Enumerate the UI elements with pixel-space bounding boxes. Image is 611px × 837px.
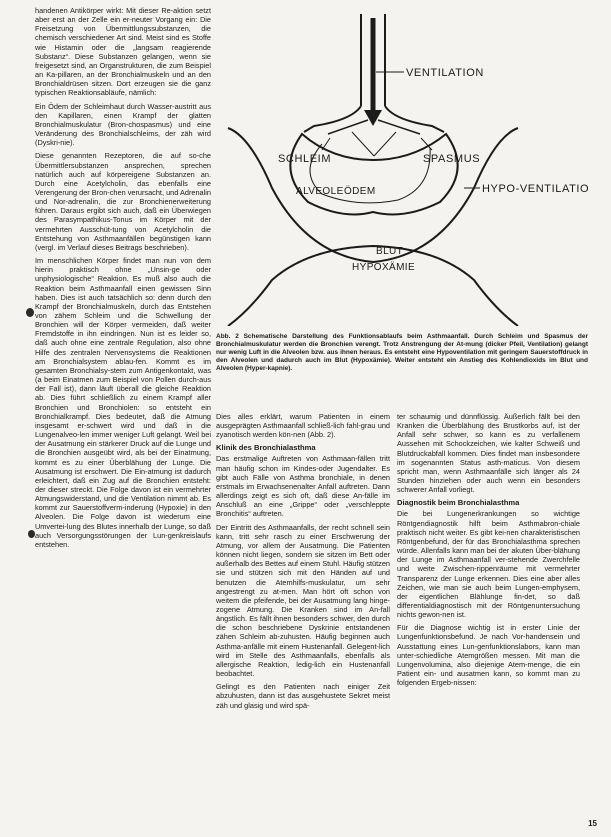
label-oedem: ÖDEM [344, 186, 376, 197]
text-column-left [35, 6, 211, 553]
paragraph: Der Eintritt des Asthmaanfalls, der recht schnell sein kann, tritt sehr rasch zu einer Erschwerung der Atmung, vor allem der Ausatmung. Die Patienten können nicht liegen, sondern sie sitzen im Bett oder außerhalb des Bettes auf einem Stuhl. Häufig stützen sie und stützen sich mit den Händen auf und benutzen die Atemhilfs-muskulatur, um sehr angestrengt zu at-men. Man hört oft schon von weitem die pfeifende, bei der Ausatmung lang hinge-zogene Atmung. Die Kranken sind im An-fall ängstlich. Es fällt ihnen besonders schwer, den durch die schon beschriebene Dyskrinie entstandenen zähen Schleim ab-zuhusten. Häufig beginnen auch Asthma-anfälle mit einem Hustenanfall. Gelegent-lich wird im Stelle des Asthmaanfalls, ebenfalls als allergische Reaktion, ledig-lich ein Hustenanfall beobachtet. [216, 522, 390, 679]
label-hypo-ventilation: HYPO-VENTILATION [482, 183, 590, 195]
paragraph: Dies alles erklärt, warum Patienten in einem ausgeprägten Asthmaanfall schließ-lich fahl-grau und zyanotisch werden kön-nen (Abb. 2). [216, 412, 390, 440]
section-heading: Diagnostik beim Bronchialasthma [397, 498, 520, 508]
label-ventilation: VENTILATION [406, 67, 484, 79]
paragraph: Die bei Lungenerkrankungen so wichtige Röntgendiagnostik hilft beim Asthmabron-chiale praktisch nicht weiter. Es gibt kei-nen charakteristischen Röntgenbefund, der für das Bronchialasthma sprechen würde. Allenfalls kann man bei der akuten Über-blähung der Lunge im Asthmaanfall ver-stehende Zwerchfelle und weite Zwischen-rippenräume mit vermehrter Transparenz der Lunge erkennen. Dies eine aber alles Zeichen, wie man sie auch beim Lungen-emphysem, der eigentlichen Blählunge fin-det, so daß differentialdiagnostisch mit der Röntgenuntersuchung nichts gewon-nen ist. [397, 509, 580, 620]
section-heading: Klinik des Bronchialasthma [216, 443, 316, 453]
punch-hole-middle [28, 530, 35, 538]
paragraph: Diese genannten Rezeptoren, die auf so-che Übermittlersubstanzen ansprechen, sprechen natürlich auch auf körpereigene Substanzen an. Durch eine Acetylcholin, das ebenfalls eine Verengerung der Bron-chen verursacht, und Adrenalin und Nor-adrenalin, die zur Bronchienerweiterung führen. Daraus ergibt sich auch, daß ein Überwiegen des Parasympathikus-Tonus im Körper mit der vermehrten Ausschüt-tung von Acetylcholin die Entstehung von Asthmaanfällen begünstigen kann (vergl. im Verlauf dieses Beitrags beschrieben). [35, 151, 211, 252]
label-schleim: SCHLEIM [278, 153, 332, 165]
page-number: 15 [588, 819, 597, 828]
asthma-diagram [218, 10, 590, 326]
label-alveole: ALVEOLE [296, 186, 344, 197]
paragraph: handenen Antikörper wirkt: Mit dieser Re-aktion setzt aber erst an der Zelle ein er-neuter Vorgang ein: Die Freisetzung von Übermittlungssubstanzen, die chemisch verschiedener Art sind. Meist sind es Stoffe wie Histamin oder die „langsam reagierende Substanz“. Diese Substanzen gelangen, wenn sie freigesetzt sind, an Organstrukturen, die zum Beispiel an Ka-pillaren, an der Bronchialmuskeln und an den Bronchialdrüsen sitzen. Dort erzeugen sie die ganz typischen Reaktionsabläufe, nämlich: [35, 6, 211, 98]
label-spasmus: SPASMUS [423, 153, 481, 165]
paragraph: Gelingt es den Patienten nach einiger Zeit abzuhusten, dann ist das ausgehustete Sekret meist zäh und glasig und wird spä- [216, 682, 390, 710]
paragraph: Für die Diagnose wichtig ist in erster Linie der Lungenfunktionsbefund. Je nach Vor-handensein und Ausstattung eines Lun-genfunktionslabors, kann man unter-schiedliche Atemgrößen messen. Mit man die Lungenvolumina, also diejenige Atem-menge, die ein Patient ein- und ausatmen kann, so kommt man zu folgenden Ergeb-nissen: [397, 623, 580, 688]
label-blut: BLUT [376, 246, 404, 257]
paragraph: Das erstmalige Auftreten von Asthmaan-fällen tritt man häufig schon im Kindes-oder Jugendalter. Es gibt auch Fälle von Asthma bronchiale, in denen erstmals im Erwachsenenalter Anfall auftreten. Dann allerdings zeigt es sich oft, daß diese An-fälle im Anschluß an eine „Grippe“ oder „verschleppte Bronchitis“ auftreten. [216, 454, 390, 519]
punch-hole-top [26, 308, 34, 317]
paragraph: Ein Ödem der Schleimhaut durch Wasser-austritt aus den Kapillaren, einen Krampf der glatten Bronchialmuskulatur (Bron-chospasmus) und eine Veränderung des Bronchialschleims, der zäh wird (Dyskri-nie). [35, 101, 211, 148]
figure-caption: Abb. 2 Schematische Darstellung des Funktionsablaufs beim Asthmaanfall. Durch Schleim und Spasmus der Bronchialmuskulatur werden die Bronchien verengt. Trotz Anstrengung der At-mung (dicker Pfeil, Ventilation) gelangt nur wenig Luft in die Alveolen bzw. aus ihnen heraus. Es entsteht eine Hypoventilation mit geringem Sauerstoffdruck in den Alveolen und dadurch auch im Blut (Hypoxämie). Weiter entsteht ein Anstieg des Kohlendioxids im Blut und Alveolen (Hyper-kapnie). [216, 333, 588, 373]
label-hypoxaemie: HYPOXÄMIE [352, 262, 416, 273]
diagram-svg [218, 10, 590, 326]
text-column-right [397, 412, 580, 691]
text-column-middle [216, 412, 390, 714]
paragraph: ter schaumig und dünnflüssig. Äußerlich fällt bei den Kranken die Überblähung des Brustkorbs auf, ist der Anfall sehr schwer, so kann es zu verfallenem Aussehen mit Schockzeichen, wie kalter Schweiß und Blutdruckabfall kommen. Dies findet man insbesondere im sogenannten Status asth-maticus. Von diesem spricht man, wenn Asthmaanfälle sich länger als 24 Stunden hinziehen oder auch wenn ein besonders schwerer Anfall vorliegt. [397, 412, 580, 495]
paragraph: Im menschlichen Körper findet man nun von dem hierin praktisch ohne „Unsin-ge oder unphysiologische“ Reaktion. Es muß also auch die Reaktion beim Asthmaanfall einen gewissen Sinn haben. Dies ist auch tatsächlich so: denn durch den Krampf der Bronchialmuskeln, durch das Entstehen von zähem Schleim und die Schwellung der Bronchien will der Körper vermeiden, daß weiter Fremdstoffe in ihn eindringen. Nun ist es leider so, daß auch ohne eine zentrale Regulation, also ohne Hilfe des zentralen Nervensystems die Reaktionen am Bronchialsystem ablau-fen. Kommt es im gesamten Bronchialsy-stem zum Antigenkontakt, was (a beim Einatmen zum Beispiel von Pollen durch-aus der Fall ist), dann läuft überall die gleiche Reaktion ab. Dies führt schließlich zu einem Krampf aller Bronchien und Bronchiolen: so entsteht ein Bronchialkrampf. Dies bedeutet, daß die Atmung insgesamt er-schwert wird und daß in die Lungenalveo-len immer weniger Luft gelangt. Weil bei der Ausatmung ein stärkerer Druck auf die Lunge und die Bronchien ausgeübt wird, als bei der Einatmung, kommt es zu einer Überblähung der Lunge. Die Ausatmung ist erschwert. Die Ein-atmung ist dadurch erleichtert, daß ein Zug auf die Bronchien entsteht: der dieser streckt. Die Folge davon ist ein vermehrter Atmungswiderstand, und die Ventilation nimmt ab. Es kommt zur Sauerstoffverm-inderung (Hypoxie) in den Alveolen. Die Folge davon ist wiederum eine Umvertei-lung des Blutes innerhalb der Lunge, so daß auch Versorgungsstörungen der Lun-genkreislaufs entstehen. [35, 256, 211, 549]
